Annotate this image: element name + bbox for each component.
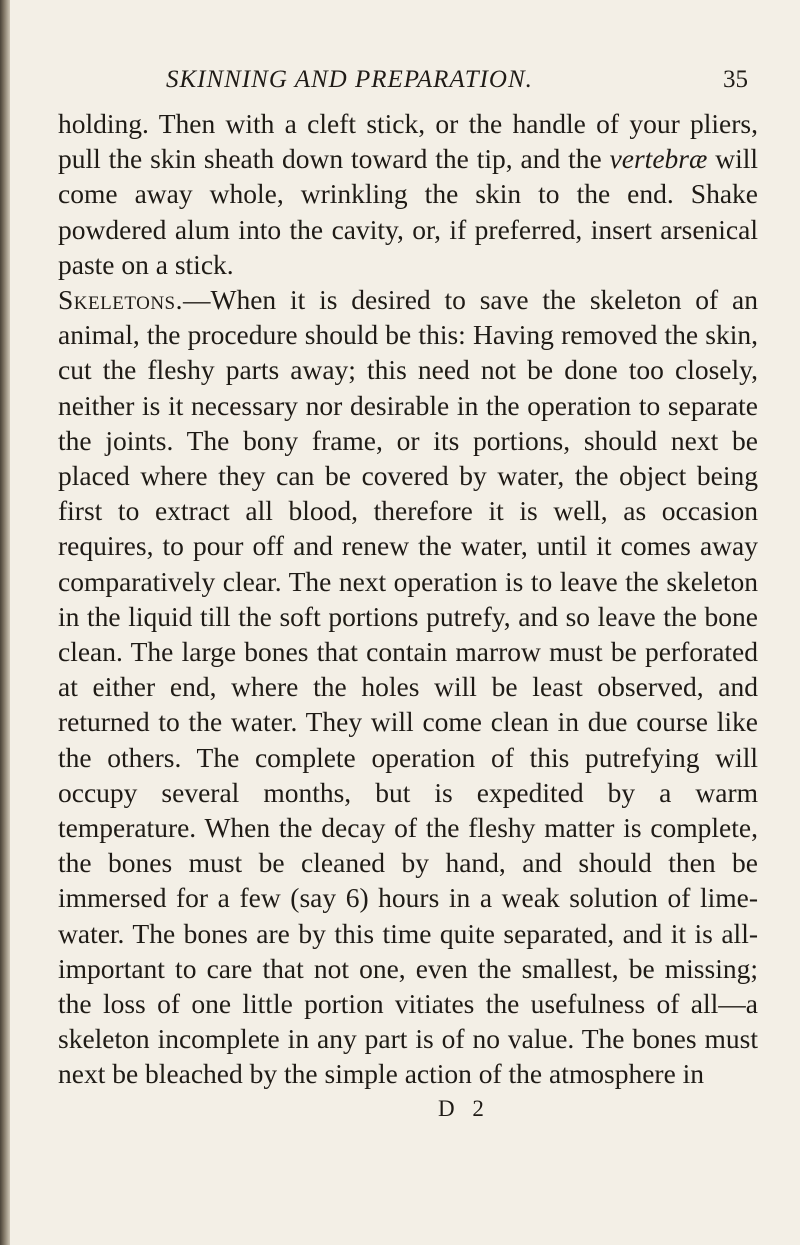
paragraph-skeletons xyxy=(58,282,758,1092)
paragraph2-text: —When it is desired to save the skeleton of an animal, the procedure should be this: Having removed the skin, cut the fleshy parts away; this need not be done too closely, neither is it necessary nor desirable in the operation to separate the joints. The bony frame, or its portions, should next be placed where they can be covered by water, the object being first to extract all blood, therefore it is well, as occasion requires, to pour off and renew the water, until it comes away comparatively clear. The next operation is to leave the skeleton in the liquid till the soft portions putrefy, and so leave the bone clean. The large bones that contain marrow must be perforated at either end, where the holes will be least observed, and returned to the water. They will come clean in due course like the others. The complete operation of this putrefying will occupy several months, but is expedited by a warm temperature. When the decay of the fleshy matter is complete, the bones must be cleaned by hand, and should then be immersed for a few (say 6) hours in a weak solution of lime-water. The bones are by this time quite separated, and it is all-important to care that not one, even the smallest, be missing; the loss of one little portion vitiates the usefulness of all—a skeleton incomplete in any part is of no value. The bones must next be bleached by the simple action of the atmosphere in xyxy=(58,284,758,1090)
page-number: 35 xyxy=(723,66,748,93)
signature-mark: D 2 xyxy=(438,1095,490,1121)
paragraph1-italic-term: vertebræ xyxy=(609,143,708,175)
body-text xyxy=(58,106,758,1092)
page-header xyxy=(58,62,758,106)
running-head: SKINNING AND PREPARATION. xyxy=(166,66,533,93)
book-binding-edge xyxy=(0,0,10,1245)
page-footer xyxy=(58,1092,758,1128)
paragraph1-text-b: will come away whole, wrinkling the skin to the end. Shake powdered alum into the cavity, or, if preferred, insert arsenical paste on a stick. xyxy=(58,143,758,280)
section-heading-skeletons: Skeletons. xyxy=(58,284,183,316)
paragraph-continuation xyxy=(58,106,758,282)
paragraph1-text-a: holding. Then with a cleft stick, or the handle of your pliers, pull the skin sheath down toward the tip, and the xyxy=(58,108,758,175)
book-page xyxy=(58,62,758,1128)
